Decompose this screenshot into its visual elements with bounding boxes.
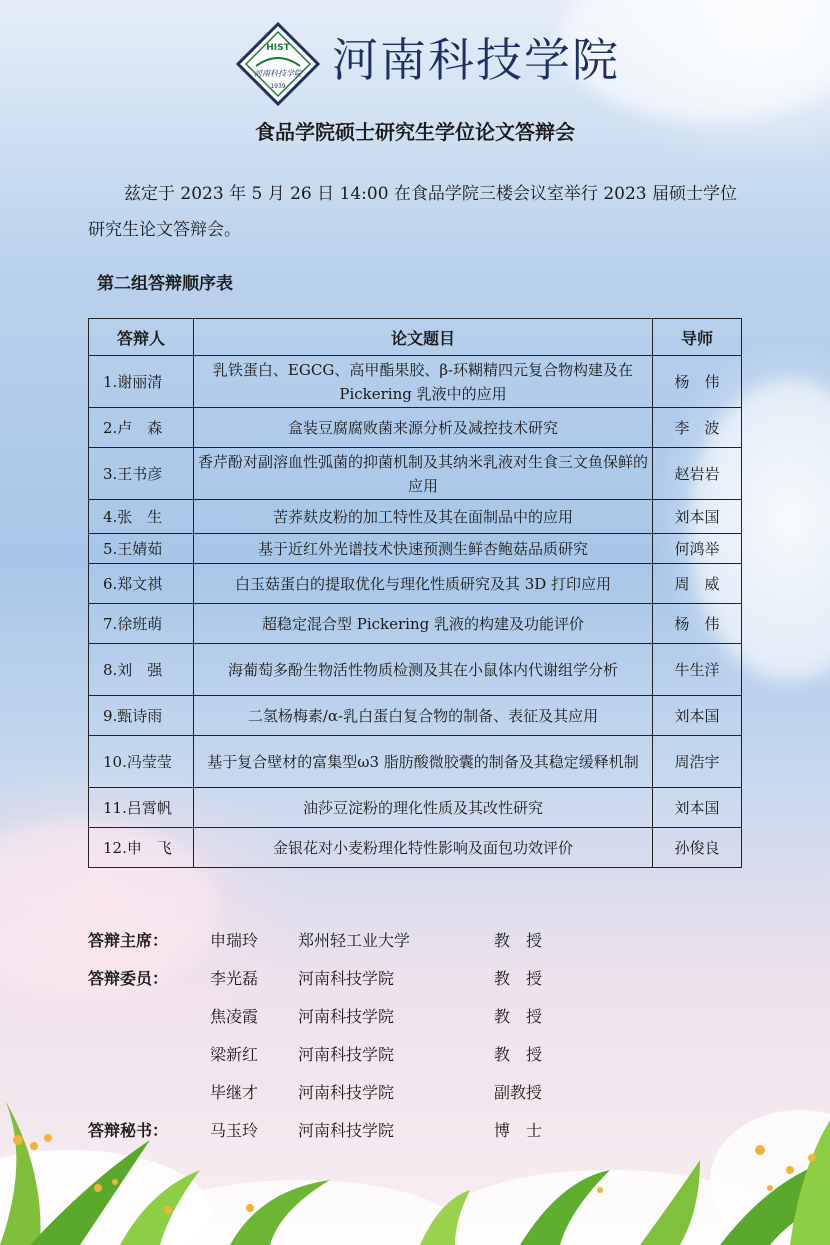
student-name: 2.卢 森 xyxy=(89,408,194,448)
member-unit: 郑州轻工业大学 xyxy=(298,931,411,950)
member-unit: 河南科技学院 xyxy=(298,1083,395,1102)
logo-text-mid: 河南科技学院 xyxy=(254,69,302,78)
column-header: 导师 xyxy=(653,319,742,356)
table-header-row xyxy=(89,319,742,356)
advisor-name: 刘本国 xyxy=(653,788,742,828)
table-row xyxy=(89,408,742,448)
member-name: 焦凌霞 xyxy=(210,1007,259,1026)
thesis-topic: 乳铁蛋白、EGCG、高甲酯果胶、β-环糊精四元复合物构建及在 Pickering 乳液中的应用 xyxy=(194,356,653,408)
table-row xyxy=(89,696,742,736)
member-title: 教 授 xyxy=(494,969,543,988)
committee-row xyxy=(88,1004,688,1042)
member-name: 梁新红 xyxy=(210,1045,259,1064)
member-unit: 河南科技学院 xyxy=(298,1007,395,1026)
intro-paragraph: 兹定于 2023 年 5 月 26 日 14:00 在食品学院三楼会议室举行 2023 届硕士学位研究生论文答辩会。 xyxy=(88,184,738,240)
thesis-topic: 油莎豆淀粉的理化性质及其改性研究 xyxy=(194,788,653,828)
advisor-name: 周 威 xyxy=(653,564,742,604)
logo-year: 1939 xyxy=(270,83,286,90)
table-row xyxy=(89,736,742,788)
thesis-topic: 苦荞麸皮粉的加工特性及其在面制品中的应用 xyxy=(194,500,653,534)
student-name: 11.吕霄帆 xyxy=(89,788,194,828)
advisor-name: 何鸿举 xyxy=(653,534,742,564)
advisor-name: 刘本国 xyxy=(653,696,742,736)
member-name: 马玉玲 xyxy=(210,1121,259,1140)
committee-row xyxy=(88,966,688,1004)
page-title: 食品学院硕士研究生学位论文答辩会 xyxy=(255,120,575,144)
member-unit: 河南科技学院 xyxy=(298,969,395,988)
advisor-name: 牛生洋 xyxy=(653,644,742,696)
table-row xyxy=(89,534,742,564)
member-title: 教 授 xyxy=(494,1007,543,1026)
student-name: 1.谢丽清 xyxy=(89,356,194,408)
advisor-name: 杨 伟 xyxy=(653,604,742,644)
member-title: 教 授 xyxy=(494,1045,543,1064)
school-name: 河南科技学院 xyxy=(332,33,620,87)
column-header: 答辩人 xyxy=(89,319,194,356)
student-name: 10.冯莹莹 xyxy=(89,736,194,788)
committee-role: 答辩委员： xyxy=(88,969,169,988)
table-row xyxy=(89,828,742,868)
table-row xyxy=(89,448,742,500)
member-name: 毕继才 xyxy=(210,1083,259,1102)
thesis-topic: 基于复合壁材的富集型ω3 脂肪酸微胶囊的制备及其稳定缓释机制 xyxy=(194,736,653,788)
advisor-name: 孙俊良 xyxy=(653,828,742,868)
school-logo xyxy=(236,22,320,106)
student-name: 3.王书彦 xyxy=(89,448,194,500)
table-row xyxy=(89,788,742,828)
table-row xyxy=(89,356,742,408)
logo-text-top: HIST xyxy=(266,43,290,53)
advisor-name: 李 波 xyxy=(653,408,742,448)
table-row xyxy=(89,500,742,534)
thesis-topic: 盒装豆腐腐败菌来源分析及减控技术研究 xyxy=(194,408,653,448)
student-name: 12.申 飞 xyxy=(89,828,194,868)
thesis-topic: 金银花对小麦粉理化特性影响及面包功效评价 xyxy=(194,828,653,868)
member-unit: 河南科技学院 xyxy=(298,1121,395,1140)
student-name: 7.徐班萌 xyxy=(89,604,194,644)
thesis-topic: 基于近红外光谱技术快速预测生鲜杏鲍菇品质研究 xyxy=(194,534,653,564)
advisor-name: 周浩宇 xyxy=(653,736,742,788)
student-name: 6.郑文祺 xyxy=(89,564,194,604)
member-title: 副教授 xyxy=(494,1083,543,1102)
advisor-name: 刘本国 xyxy=(653,500,742,534)
member-title: 教 授 xyxy=(494,931,543,950)
defense-schedule-table xyxy=(88,318,742,868)
grass-decoration xyxy=(0,1060,830,1245)
committee-row xyxy=(88,928,688,966)
advisor-name: 杨 伟 xyxy=(653,356,742,408)
student-name: 5.王婧茹 xyxy=(89,534,194,564)
member-name: 李光磊 xyxy=(210,969,259,988)
table-row xyxy=(89,644,742,696)
table-row xyxy=(89,564,742,604)
thesis-topic: 白玉菇蛋白的提取优化与理化性质研究及其 3D 打印应用 xyxy=(194,564,653,604)
member-name: 申瑞玲 xyxy=(210,931,259,950)
thesis-topic: 超稳定混合型 Pickering 乳液的构建及功能评价 xyxy=(194,604,653,644)
advisor-name: 赵岩岩 xyxy=(653,448,742,500)
member-unit: 河南科技学院 xyxy=(298,1045,395,1064)
student-name: 4.张 生 xyxy=(89,500,194,534)
thesis-topic: 二氢杨梅素/α-乳白蛋白复合物的制备、表征及其应用 xyxy=(194,696,653,736)
column-header: 论文题目 xyxy=(194,319,653,356)
table-row xyxy=(89,604,742,644)
committee-role: 答辩主席： xyxy=(88,931,169,950)
committee-role: 答辩秘书： xyxy=(88,1121,169,1140)
student-name: 9.甄诗雨 xyxy=(89,696,194,736)
thesis-topic: 海葡萄多酚生物活性物质检测及其在小鼠体内代谢组学分析 xyxy=(194,644,653,696)
group-title: 第二组答辩顺序表 xyxy=(97,274,233,294)
member-title: 博 士 xyxy=(494,1121,543,1140)
student-name: 8.刘 强 xyxy=(89,644,194,696)
thesis-topic: 香芹酚对副溶血性弧菌的抑菌机制及其纳米乳液对生食三文鱼保鲜的应用 xyxy=(194,448,653,500)
